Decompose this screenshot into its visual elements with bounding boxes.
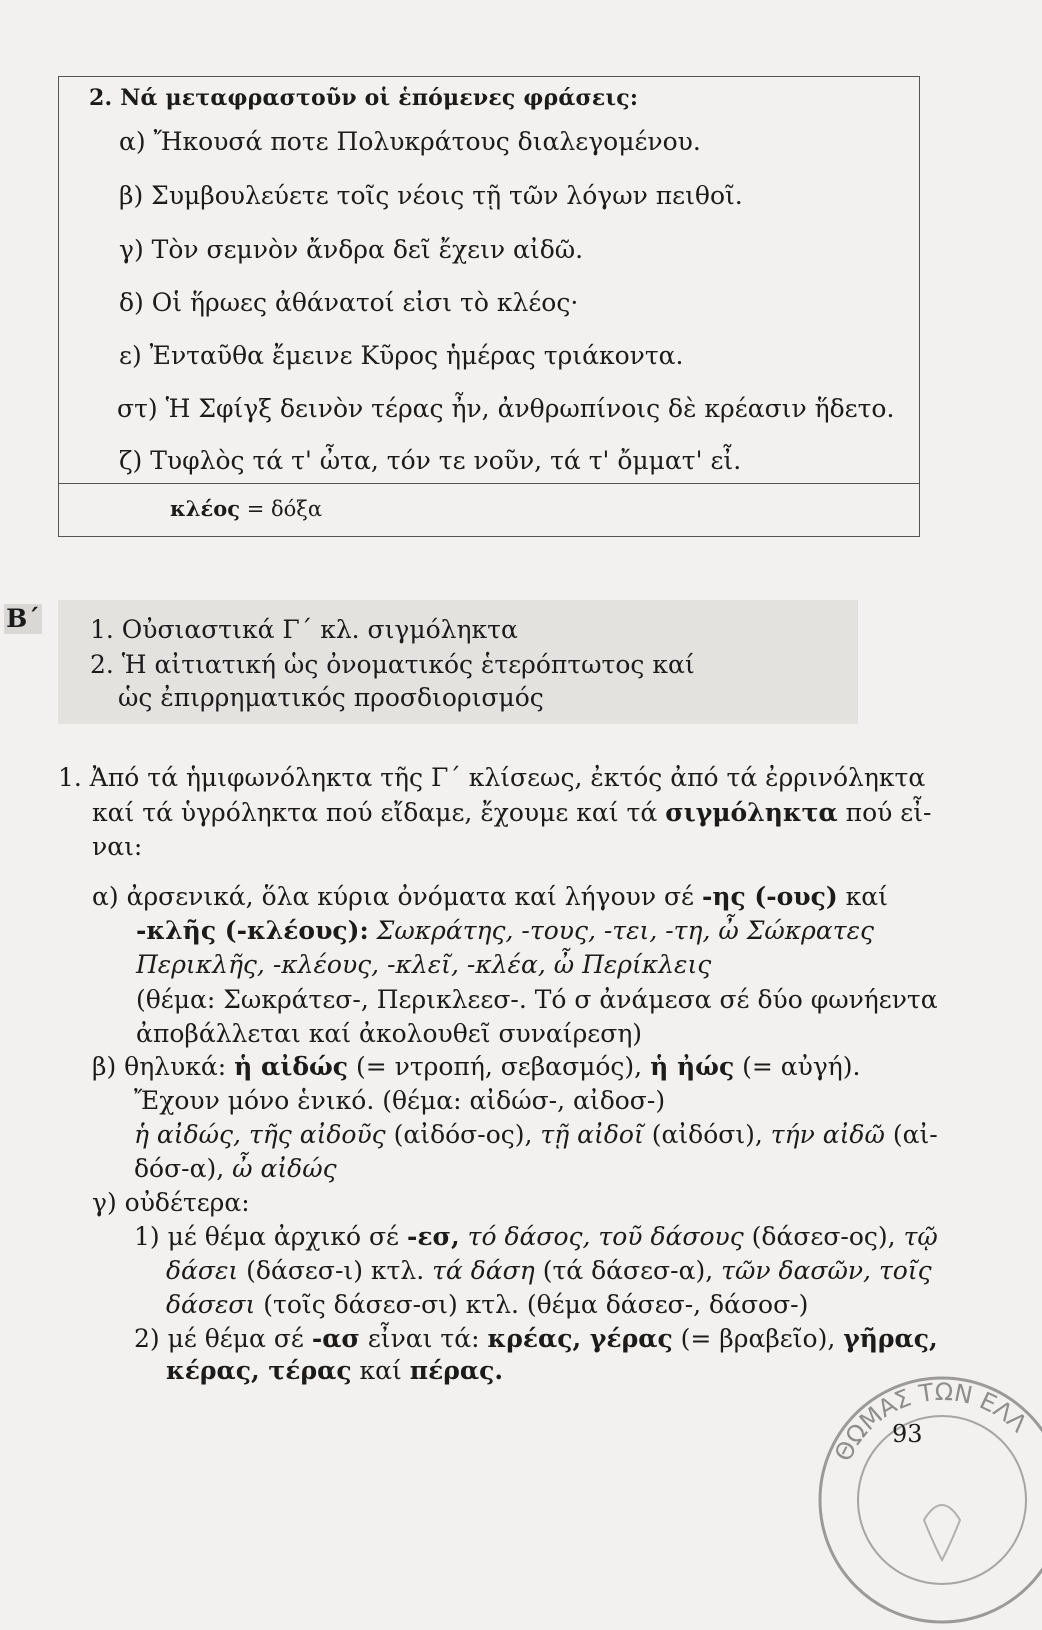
item-a-line-3: Περικλῆς, -κλέους, -κλεῖ, -κλέα, ὦ Περίκλεις [136,950,712,979]
sentence-a: α) Ἤκουσά ποτε Πολυκράτους διαλεγομένου. [119,127,701,156]
sentence-b: β) Συμβουλεύετε τοῖς νέοις τῇ τῶν λόγων πειθοῖ. [119,181,743,210]
section-b-item-2-cont: ὡς ἐπιρρηματικός προσδιορισμός [118,683,544,712]
section-b-item-1: 1. Οὐσιαστικά Γ΄ κλ. σιγμόληκτα [90,615,518,644]
item-c-line-1: γ) οὐδέτερα: [92,1188,250,1217]
stamp-text: ΘΩΜΑΣ ΤΩΝ ΕΛΛ [828,1377,1033,1466]
item-b-line-2: Ἔχουν μόνο ἑνικό. (θέμα: αἰδώσ-, αἰδοσ-) [134,1086,666,1115]
item-a-line-1: α) ἀρσενικά, ὅλα κύρια ὀνόματα καί λήγουν σέ -ης (-ους) καί [92,882,888,911]
para-1-line-1: 1. Ἀπό τά ἡμιφωνόληκτα τῆς Γ΄ κλίσεως, ἐκτός ἀπό τά ἐρρινόληκτα [58,763,926,792]
gloss-definition: = δόξα [246,497,323,521]
sentence-z: ζ) Τυφλὸς τά τ' ὦτα, τόν τε νοῦν, τά τ' ὄμματ' εἶ. [119,446,742,475]
gloss [170,496,322,521]
item-b-line-1: β) θηλυκά: ἡ αἰδώς (= ντροπή, σεβασμός), ἡ ἠώς (= αὐγή). [92,1052,861,1081]
para-1-line-3: ναι: [92,832,143,861]
item-a-line-2: -κλῆς (-κλέους): Σωκράτης, -τους, -τει, -τη, ὦ Σώκρατες [136,916,874,945]
item-c1-line-2: δάσει (δάσεσ-ι) κτλ. τά δάση (τά δάσεσ-α), τῶν δασῶν, τοῖς [166,1256,932,1285]
section-b-item-2: 2. Ἡ αἰτιατική ὡς ὀνοματικός ἑτερόπτωτος καί [90,650,695,679]
exercise-title: 2. Νά μεταφραστοῦν οἱ ἑπόμενες φράσεις: [89,85,639,111]
item-a-line-5: ἀποβάλλεται καί ἀκολουθεῖ συναίρεση) [136,1019,643,1048]
sentence-e: ε) Ἐνταῦθα ἔμεινε Κῦρος ἡμέρας τριάκοντα. [119,341,684,370]
item-c2-line-1: 2) μέ θέμα σέ -ασ εἶναι τά: κρέας, γέρας (= βραβεῖο), γῆρας, [134,1324,938,1353]
page-number: 93 [892,1420,923,1448]
sentence-d: δ) Οἱ ἥρωες ἀθάνατοί εἰσι τὸ κλέος· [119,288,579,317]
library-stamp [812,1370,1042,1630]
item-c2-line-2: κέρας, τέρας καί πέρας. [166,1356,504,1385]
sentence-c: γ) Τὸν σεμνὸν ἄνδρα δεῖ ἔχειν αἰδῶ. [119,235,584,264]
gloss-term: κλέος [170,496,241,521]
exercise-box [58,76,920,537]
stamp-figure-icon [924,1505,960,1560]
sentence-st: στ) Ἡ Σφίγξ δεινὸν τέρας ἦν, ἀνθρωπίνοις δὲ κρέασιν ἥδετο. [117,394,895,423]
item-a-line-4: (θέμα: Σωκράτεσ-, Περικλεεσ-. Τό σ ἀνάμεσα σέ δύο φωνήεντα [136,985,938,1014]
item-b-line-4: δόσ-α), ὦ αἰδώς [134,1154,337,1183]
item-b-line-3: ἡ αἰδώς, τῆς αἰδοῦς (αἰδόσ-ος), τῇ αἰδοῖ (αἰδόσι), τήν αἰδῶ (αἰ- [134,1120,938,1149]
section-b-label: Β΄ [4,604,42,634]
item-c1-line-1: 1) μέ θέμα ἀρχικό σέ -εσ, τό δάσος, τοῦ δάσους (δάσεσ-ος), τῷ [134,1222,938,1251]
item-c1-line-3: δάσεσι (τοῖς δάσεσ-σι) κτλ. (θέμα δάσεσ-, δάσοσ-) [166,1290,809,1319]
box-divider [59,483,919,484]
para-1-line-2: καί τά ὑγρόληκτα πού εἴδαμε, ἔχουμε καί τά σιγμόληκτα πού εἶ- [92,798,932,827]
